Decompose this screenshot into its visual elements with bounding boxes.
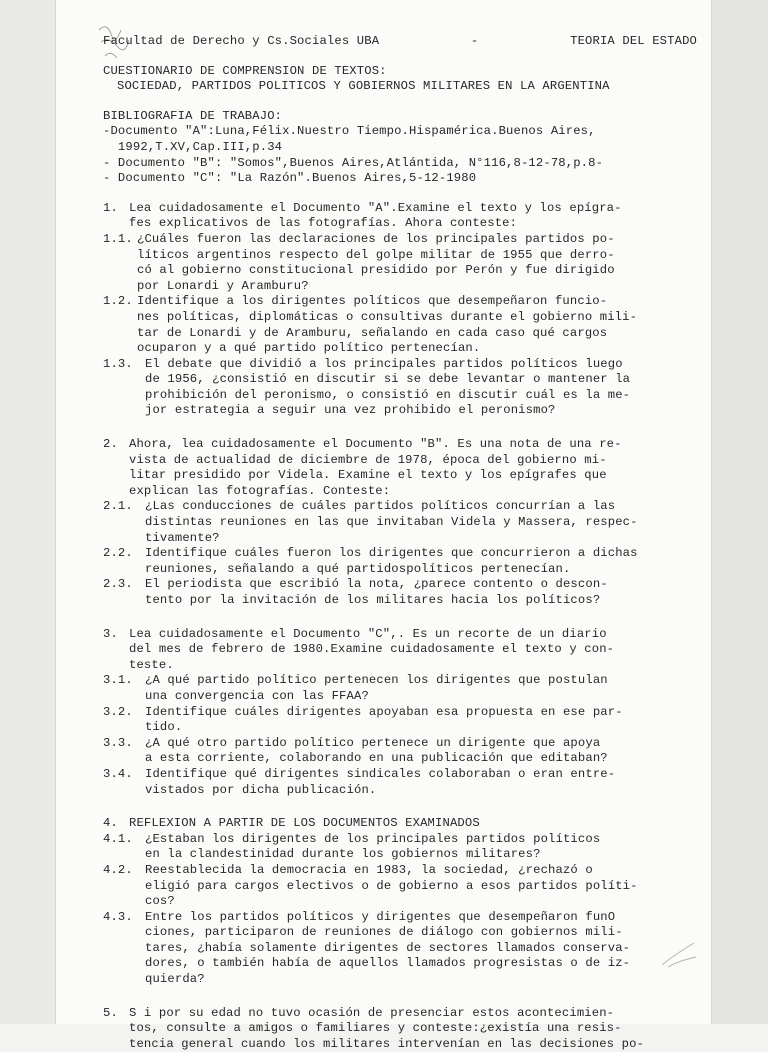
question-number: 3.2. (103, 704, 133, 719)
faculty-name: Facultad de Derecho y Cs.Sociales UBA (103, 34, 380, 48)
document-title (103, 64, 697, 95)
title-line-1: CUESTIONARIO DE COMPRENSION DE TEXTOS: (103, 63, 387, 78)
question-text: ¿Cuáles fueron las declaraciones de los principales partidos po- líticos argentinos respecto del golpe militar de 1955 que derro- có al gobierno constitucional presidido por Perón y fue dirigido por Lonardi y Aramburu? (137, 231, 615, 293)
question-text: ¿Estaban los dirigentes de los principales partidos políticos en la clandestinidad durante los gobiernos militares? (145, 831, 601, 862)
header-separator: - (470, 34, 479, 48)
question-number: 2.1. (103, 499, 133, 514)
question-4-3 (103, 910, 697, 988)
question-3-3 (103, 736, 697, 767)
question-text: REFLEXION A PARTIR DE LOS DOCUMENTOS EXAMINADOS (129, 816, 480, 831)
question-text: S i por su edad no tuvo ocasión de presenciar estos acontecimien- tos, consulte a amigos o familiares y conteste:¿existía una resis- tencia general cuando los militares intervenían en las decisiones po- (129, 1005, 644, 1051)
question-number: 3.1. (103, 673, 133, 688)
document-page (55, 0, 712, 1051)
question-number: 3. (103, 626, 118, 641)
question-number: 4.1. (103, 831, 133, 846)
question-text: Lea cuidadosamente el Documento "C",. Es un recorte de un diario del mes de febrero de 1980.Examine cuidadosamente el texto y con- teste. (129, 626, 615, 672)
question-number: 1.2. (103, 294, 133, 309)
bibliography-line: -Documento "A":Luna,Félix.Nuestro Tiempo.Hispamérica.Buenos Aires, (103, 124, 596, 139)
question-text: ¿A qué partido político pertenecen los dirigentes que postulan una convergencia con las FFAA? (145, 673, 608, 703)
question-3 (103, 627, 697, 674)
question-text: Entre los partidos políticos y dirigentes que desempeñaron funO ciones, participaron de reuniones de diálogo con gobiernos mili- tares, ¿había solamente dirigentes de sectores llamados conserva- dores, o también había de aquellos llamados progresistas o de iz- quierda? (145, 909, 631, 987)
question-text: El periodista que escribió la nota, ¿parece contento o descon- tento por la invitación de los militares hacia los políticos? (145, 577, 608, 607)
question-number: 4.2. (103, 862, 133, 877)
question-1-2 (103, 294, 697, 356)
question-2-2 (103, 546, 697, 577)
question-text: El debate que dividió a los principales partidos políticos luego de 1956, ¿consistió en discutir si se debe levantar o mantener la prohibición del peronismo, o consistió en discutir cuál es la me- jor estrategia a seguir una vez prohibido el peronismo? (145, 356, 631, 418)
question-2-1 (103, 499, 697, 546)
title-line-2: SOCIEDAD, PARTIDOS POLITICOS Y GOBIERNOS MILITARES EN LA ARGENTINA (117, 79, 610, 94)
question-text: Reestablecida la democracia en 1983, la sociedad, ¿rechazó o eligió para cargos electivos o de gobierno a esos partidos políti- cos? (145, 862, 638, 909)
bibliography-line: 1992,T.XV,Cap.III,p.34 (103, 139, 283, 154)
question-number: 3.3. (103, 735, 133, 750)
questionnaire (103, 201, 697, 1052)
scan-margin-right (712, 0, 768, 1024)
question-text: Identifique qué dirigentes sindicales colaboraban o eran entre- vistados por dicha publicación. (145, 766, 616, 797)
question-number: 1.3. (103, 356, 133, 371)
bibliography-list (103, 124, 697, 186)
question-text: Identifique cuáles dirigentes apoyaban esa propuesta en ese par- tido. (145, 704, 623, 735)
handwritten-mark (658, 935, 700, 973)
question-1 (103, 201, 697, 232)
question-4-2 (103, 863, 697, 910)
question-1-3 (103, 357, 697, 419)
question-text: Lea cuidadosamente el Documento "A".Examine el texto y los epígra- fes explicativos de las fotografías. Ahora conteste: (129, 200, 622, 231)
document-header (103, 34, 697, 50)
question-number: 4. (103, 816, 118, 831)
question-number: 5. (103, 1005, 118, 1020)
question-number: 2. (103, 437, 118, 452)
question-text: Identifique cuáles fueron los dirigentes que concurrieron a dichas reuniones, señalando a qué partidospolíticos pertenecían. (145, 546, 638, 576)
bibliography-line: - Documento "B": "Somos",Buenos Aires,Atlántida, N°116,8-12-78,p.8- (103, 155, 604, 170)
question-text: ¿A qué otro partido político pertenece un dirigente que apoya a esta corriente, colaborando en una publicación que editaban? (145, 735, 608, 766)
question-text: ¿Las conducciones de cuáles partidos políticos concurrían a las distintas reuniones en las que invitaban Videla y Massera, respec- tivamente? (145, 499, 638, 545)
question-1-1 (103, 232, 697, 294)
question-4 (103, 816, 697, 832)
question-number: 2.3. (103, 577, 133, 592)
question-3-1 (103, 673, 697, 704)
question-number: 1.1. (103, 231, 133, 246)
question-2-3 (103, 577, 697, 608)
scan-margin-left (0, 0, 55, 1024)
question-3-2 (103, 705, 697, 736)
question-5 (103, 1006, 697, 1052)
bibliography-line: - Documento "C": "La Razón".Buenos Aires,5-12-1980 (103, 171, 477, 186)
question-number: 2.2. (103, 546, 133, 561)
question-4-1 (103, 832, 697, 863)
question-3-4 (103, 767, 697, 798)
document-content (103, 34, 697, 1052)
question-number: 3.4. (103, 766, 133, 781)
question-text: Identifique a los dirigentes políticos que desempeñaron funcio- nes políticas, diplomáticas o consultivas durante el gobierno mili- tar de Lonardi y de Aramburu, señalando en cada caso qué cargos ocuparon y a qué partido político pertenecían. (137, 294, 638, 356)
question-number: 1. (103, 200, 118, 215)
question-text: Ahora, lea cuidadosamente el Documento "B". Es una nota de una re- vista de actualidad de diciembre de 1978, época del gobierno mi- litar presidido por Videla. Examine el texto y los epígrafes que explican las fotografías. Conteste: (129, 437, 622, 498)
course-name: TEORIA DEL ESTADO (570, 34, 697, 48)
bibliography (103, 109, 697, 187)
question-number: 4.3. (103, 909, 133, 924)
bibliography-heading: BIBLIOGRAFIA DE TRABAJO: (103, 108, 283, 123)
question-2 (103, 437, 697, 499)
